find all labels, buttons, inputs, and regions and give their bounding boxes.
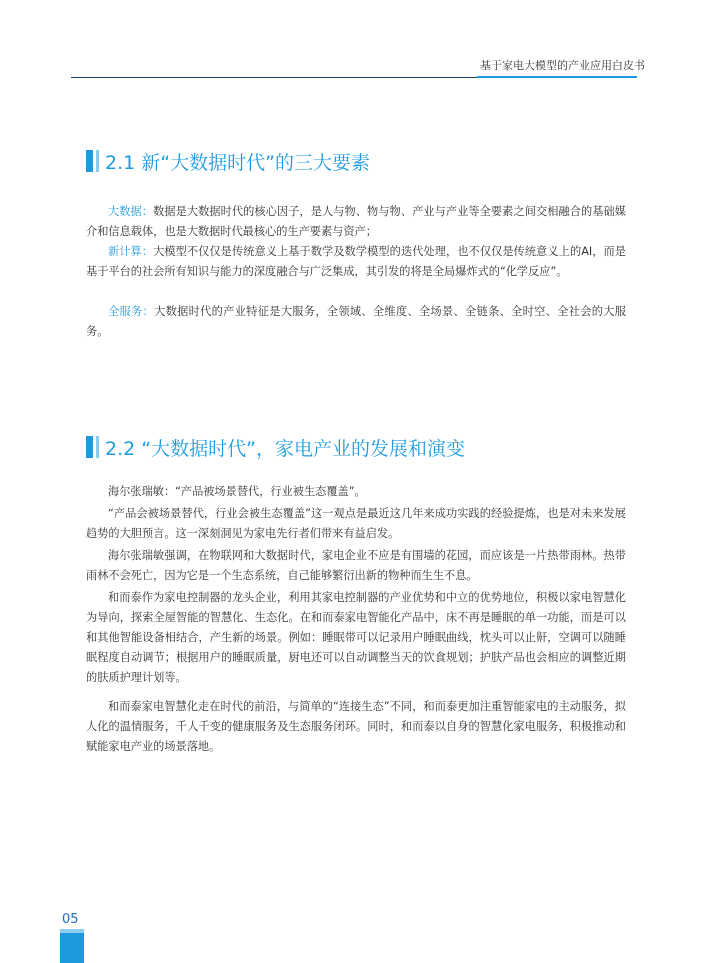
paragraph-full-service [86, 302, 626, 342]
paragraph: 海尔张瑞敏：“产品被场景替代，行业被生态覆盖”。 [108, 485, 366, 498]
keyword-label: 新计算： [108, 245, 154, 258]
heading-bar-icon [86, 436, 93, 458]
paragraph: 海尔张瑞敏强调，在物联网和大数据时代，家电企业不应是有围墙的花园，而应该是一片热带雨林。热带雨林不会死亡，因为它是一个生态系统，自己能够繁衍出新的物种而生生不息。 [86, 549, 626, 582]
heading-bar-icon [86, 150, 93, 172]
paragraph-text: 大模型不仅仅是传统意义上基于数学及数学模型的迭代处理，也不仅仅是传统意义上的AI，而是基于平台的社会所有知识与能力的深度融合与广泛集成，其引发的将是全局爆炸式的“化学反应”。 [86, 245, 626, 278]
keyword-label: 大数据： [108, 205, 154, 218]
paragraph-big-data [86, 202, 626, 242]
paragraph-text: 大数据时代的产业特征是大服务，全领域、全维度、全场景、全链条、全时空、全社会的大服务。 [86, 305, 626, 338]
header-accent-line [477, 76, 637, 78]
keyword-label: 全服务： [108, 305, 155, 318]
page-tab [60, 933, 84, 963]
page-number: 05 [62, 912, 79, 927]
paragraph: 和而泰作为家电控制器的龙头企业，利用其家电控制器的产业优势和中立的优势地位，积极以家电智慧化为导向，探索全屋智能的智慧化、生态化。在和而泰家电智能化产品中，床不再是睡眠的单一功能，而是可以和其他智能设备相结合，产生新的场景。例如：睡眠带可以记录用户睡眠曲线，枕头可以止鼾，空调可以随睡眠程度自动调节；根据用户的睡眠质量，厨电还可以自动调整当天的饮食规划；护肤产品也会相应的调整近期的肤质护理计划等。 [86, 591, 626, 684]
section-title: 2.1 新“大数据时代”的三大要素 [105, 151, 370, 174]
section-2-1-heading [86, 148, 646, 174]
heading-bar-light-icon [96, 150, 99, 172]
paragraph-new-compute [86, 242, 626, 282]
header-divider [71, 77, 477, 78]
section-2-2-heading [86, 434, 646, 460]
paragraph: 和而泰家电智慧化走在时代的前沿，与简单的“连接生态”不同，和而泰更加注重智能家电的主动服务，拟人化的温情服务，千人千变的健康服务及生态服务闭环。同时，和而泰以自身的智慧化家电服务，积极推动和赋能家电产业的场景落地。 [86, 700, 626, 753]
heading-bar-light-icon [96, 436, 99, 458]
paragraph-text: 数据是大数据时代的核心因子，是人与物、物与物、产业与产业等全要素之间交相融合的基础媒介和信息载体，也是大数据时代最核心的生产要素与资产； [86, 205, 626, 238]
section-title: 2.2 “大数据时代”，家电产业的发展和演变 [105, 437, 465, 460]
paragraph: “产品会被场景替代，行业会被生态覆盖”这一观点是最近这几年来成功实践的经验提炼，也是对未来发展趋势的大胆预言。这一深刻洞见为家电先行者们带来有益启发。 [86, 507, 626, 540]
header-title: 基于家电大模型的产业应用白皮书 [480, 59, 645, 72]
